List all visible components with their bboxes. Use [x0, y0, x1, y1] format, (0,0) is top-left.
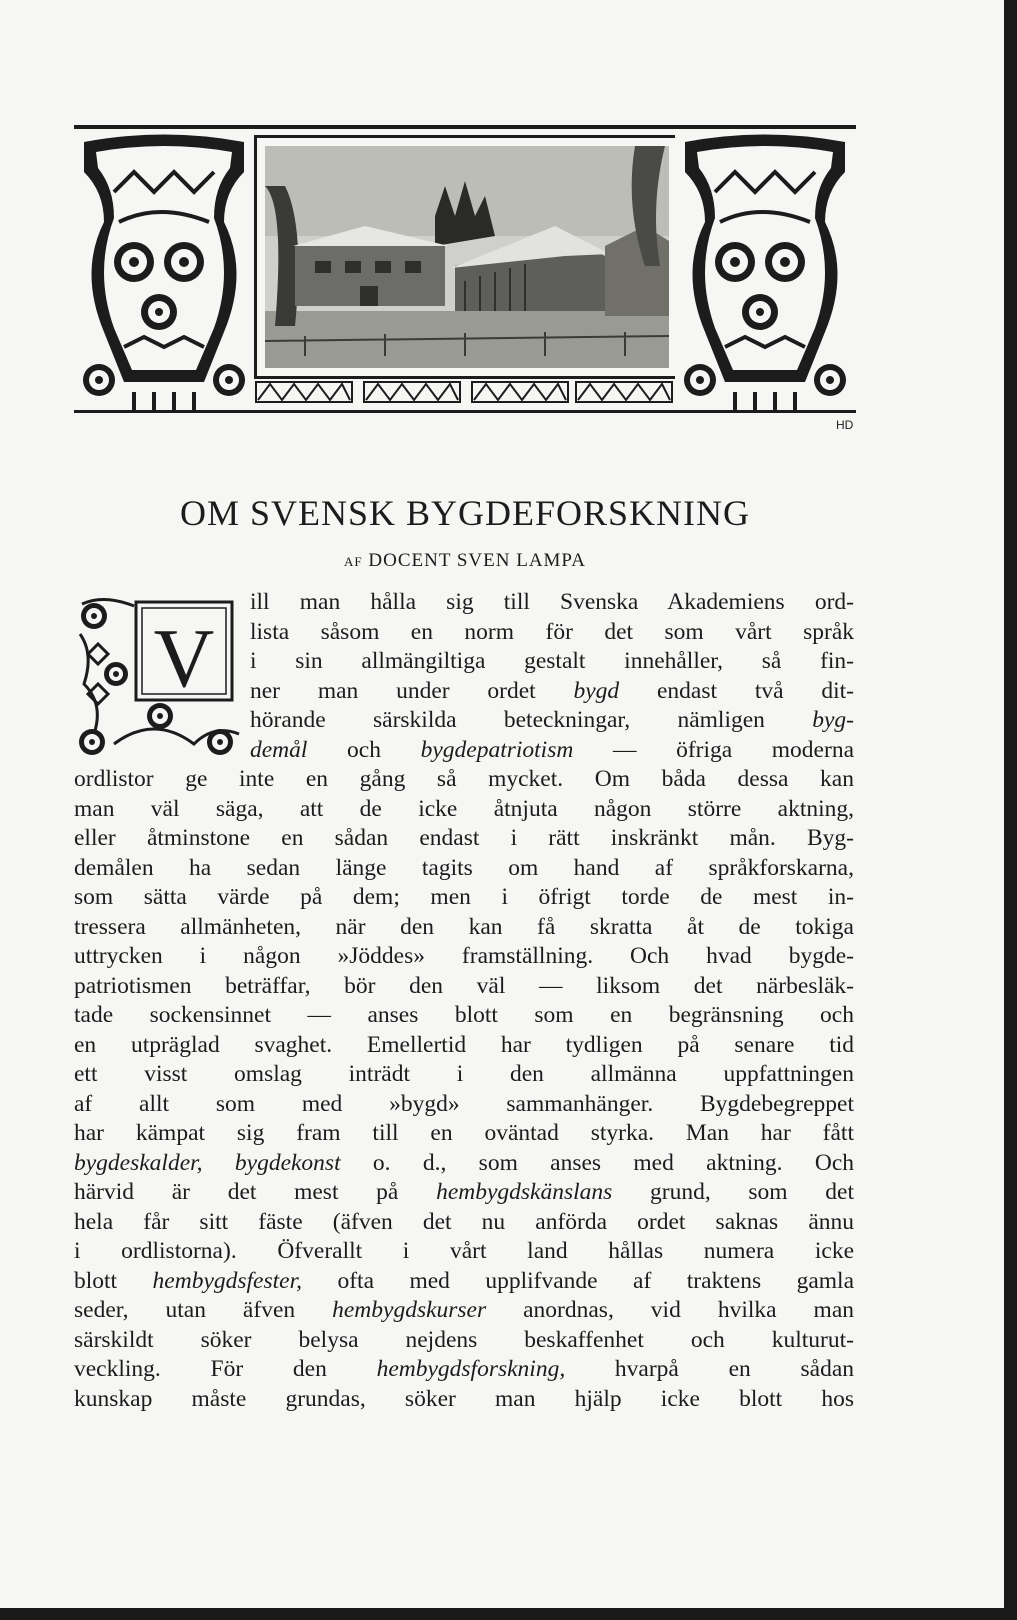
text-run: ner man under ordet — [250, 677, 574, 704]
text-run: tade sockensinnet — anses blott som en begränsning och — [74, 1002, 854, 1028]
header-illustration-frame — [254, 135, 680, 379]
text-run: seder, utan äfven — [74, 1297, 333, 1323]
body-line — [74, 1149, 854, 1179]
text-run: grund, som det — [612, 1179, 854, 1205]
body-line — [74, 824, 854, 854]
body-line — [74, 942, 854, 972]
body-line — [74, 1385, 854, 1415]
body-line — [74, 1237, 854, 1267]
italic-term: byg- — [812, 707, 854, 733]
text-run: lista såsom en norm för det som vårt språk — [250, 618, 854, 645]
body-line — [250, 588, 854, 618]
text-run: ordlistor ge inte en gång så mycket. Om båda dessa kan — [74, 766, 854, 792]
body-line — [74, 765, 854, 795]
ornament-vase-left — [74, 132, 254, 410]
text-run: uttrycken i någon »Jöddes» framställning. Och hvad bygde- — [74, 943, 854, 969]
header-rule-top — [74, 125, 856, 129]
body-line — [250, 618, 854, 648]
text-run: hela får sitt fäste (äfven det nu anförda ordet saknas ännu — [74, 1208, 854, 1235]
body-line — [74, 883, 854, 913]
italic-term: bygd — [573, 677, 620, 704]
body-line — [74, 1267, 854, 1297]
italic-term: hembygdskurser — [332, 1297, 487, 1323]
farmstead-illustration — [265, 146, 669, 368]
text-run: i ordlistorna). Öfverallt i vårt land hållas numera icke — [74, 1238, 854, 1264]
text-run: af allt som med »bygd» sammanhänger. Bygdebegreppet — [74, 1090, 854, 1117]
body-line — [250, 647, 854, 677]
body-line — [250, 736, 854, 766]
text-run: ett visst omslag inträdt i den allmänna uppfattningen — [74, 1061, 854, 1087]
italic-term: demål — [250, 736, 308, 763]
italic-term: hembygdsfester, — [152, 1267, 303, 1294]
text-run — [203, 1150, 235, 1176]
byline-prefix: AF — [344, 554, 363, 569]
body-line — [74, 1178, 854, 1208]
text-run: en utpräglad svaghet. Emellertid har tydligen på senare tid — [74, 1031, 854, 1058]
italic-term: hembygdsforskning, — [376, 1356, 566, 1382]
text-run: demålen ha sedan länge tagits om hand af språkforskarna, — [74, 854, 854, 881]
body-line — [74, 1208, 854, 1238]
text-run: blott — [74, 1267, 153, 1294]
text-run: o. d., som anses med aktning. Och — [340, 1149, 854, 1176]
text-run: har kämpat sig fram till en oväntad styrka. Man har fått — [74, 1120, 854, 1146]
body-line — [74, 795, 854, 825]
body-line — [74, 854, 854, 884]
body-line — [250, 706, 854, 736]
header-rule-bottom — [74, 410, 856, 413]
body-line — [74, 1031, 854, 1061]
italic-term: bygdekonst — [234, 1149, 341, 1176]
body-line — [74, 1060, 854, 1090]
ornament-vase-right — [674, 132, 856, 410]
article-byline — [74, 550, 856, 572]
illustrator-monogram: HD — [836, 418, 854, 432]
body-line — [74, 1001, 854, 1031]
body-line — [74, 1326, 854, 1356]
article-title: OM SVENSK BYGDEFORSKNING — [179, 493, 751, 533]
text-run: som sätta värde på dem; men i öfrigt torde de mest in- — [74, 884, 854, 910]
text-run: i sin allmängiltiga gestalt innehåller, så fin- — [250, 648, 854, 674]
text-run: hvarpå en sådan — [565, 1356, 855, 1382]
body-line — [74, 972, 854, 1002]
text-run: veckling. För den — [74, 1356, 377, 1382]
text-run: härvid är det mest på — [74, 1179, 437, 1205]
text-run: — öfriga moderna — [573, 736, 854, 763]
italic-term: hembygdskänslans — [436, 1179, 613, 1205]
ornament-zigzag-strip — [254, 380, 674, 404]
text-run: hörande särskilda beteckningar, nämligen — [250, 707, 813, 733]
text-run: ill man hålla sig till Svenska Akademiens ord- — [250, 589, 854, 615]
text-run: anordnas, vid hvilka man — [486, 1297, 854, 1323]
italic-term: bygdepatriotism — [420, 736, 574, 763]
body-line — [74, 1119, 854, 1149]
italic-term: bygdeskalder, — [74, 1149, 203, 1176]
article-body — [74, 588, 854, 1414]
text-run: patriotismen beträffar, bör den väl — liksom det närbesläk- — [74, 972, 854, 999]
text-run: kunskap måste grundas, söker man hjälp icke blott hos — [74, 1385, 854, 1412]
body-line — [74, 913, 854, 943]
text-run: eller åtminstone en sådan endast i rätt inskränkt mån. Byg- — [74, 825, 854, 851]
byline-author: DOCENT SVEN LAMPA — [368, 550, 586, 571]
body-line — [74, 1090, 854, 1120]
text-run: tressera allmänheten, när den kan få skratta åt de tokiga — [74, 913, 854, 940]
text-run: endast två dit- — [619, 677, 854, 704]
text-run: särskildt söker belysa nejdens beskaffenhet och kulturut- — [74, 1326, 854, 1353]
body-line — [74, 1296, 854, 1326]
drop-cap-letter: V — [153, 612, 215, 705]
text-run: man väl säga, att de icke åtnjuta någon större aktning, — [74, 795, 854, 822]
text-run: och — [307, 736, 421, 763]
text-run: ofta med upplifvande af traktens gamla — [302, 1267, 854, 1294]
body-line — [74, 1355, 854, 1385]
body-line — [250, 677, 854, 707]
